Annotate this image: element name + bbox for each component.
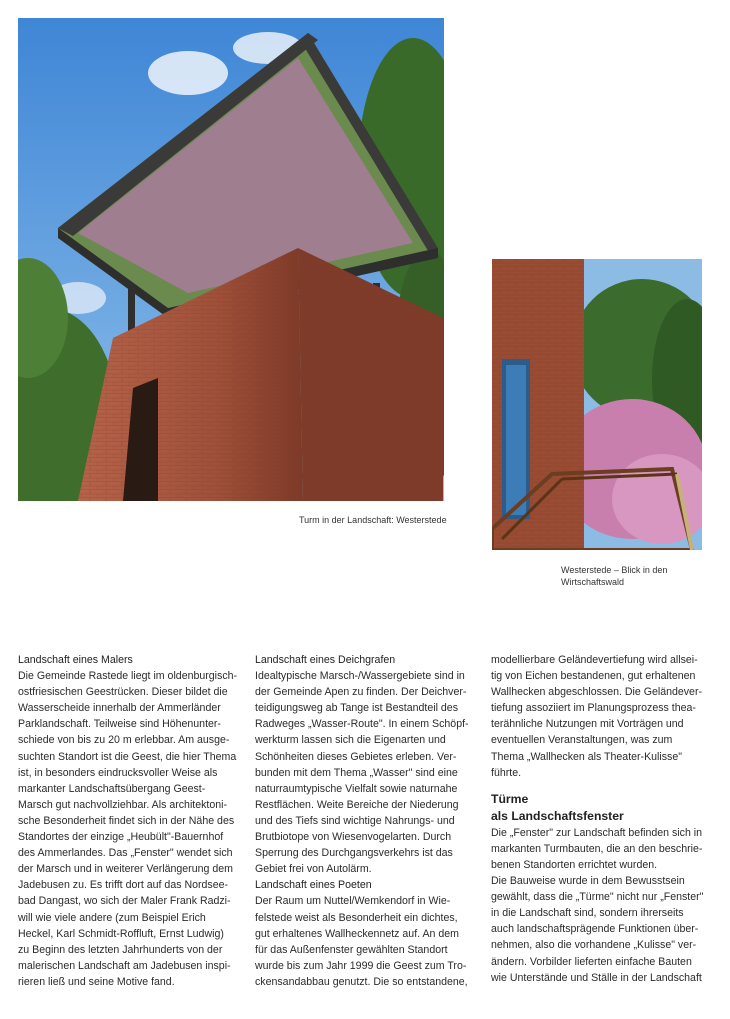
text-line: teidigungsweg ab Tange ist Bestandteil des bbox=[255, 702, 458, 715]
text-line: ostfriesischen Geestrücken. Dieser bildet die bbox=[18, 686, 228, 699]
text-column-1 bbox=[18, 652, 246, 990]
text-line: bad Dangast, wo sich der Maler Frank Radzi- bbox=[18, 895, 231, 908]
forest-caption bbox=[561, 564, 667, 588]
text-column-3 bbox=[491, 652, 723, 986]
text-line: Sperrung des Durchgangsverkehrs ist das bbox=[255, 847, 453, 860]
text-line: wurde bis zum Jahr 1999 die Geest zum Tro- bbox=[255, 959, 467, 972]
section-heading: Landschaft eines Poeten bbox=[255, 879, 372, 892]
forest-caption-line: Wirtschaftswald bbox=[561, 577, 625, 587]
text-line: werkturm lassen sich die Eigenarten und bbox=[255, 734, 446, 747]
text-line: Wasserscheide innerhalb der Ammerländer bbox=[18, 702, 221, 715]
text-line: Jadebusen zu. Es trifft dort auf das Nordsee- bbox=[18, 879, 229, 892]
text-line: und des Tiefs sind wichtige Nahrungs- und bbox=[255, 814, 455, 827]
text-line: eventuellen Veranstaltungen, was zum bbox=[491, 734, 673, 747]
text-line: Die Bauweise wurde in dem Bewusstsein bbox=[491, 875, 685, 888]
text-line: Marsch gut nachvollziehbar. Als architektoni- bbox=[18, 798, 228, 811]
text-line: naturraumtypische Vielfalt sowie naturnahe bbox=[255, 782, 458, 795]
text-line: gewählt, dass die „Türme" nicht nur „Fenster" bbox=[491, 891, 704, 904]
text-line: Standortes der einzige „Heubült"-Bauernhof bbox=[18, 831, 224, 844]
text-line: Wallhecken abgeschlossen. Die Geländever- bbox=[491, 686, 703, 699]
text-line: benen Standorten errichtet wurden. bbox=[491, 858, 658, 871]
section-heading: Landschaft eines Deichgrafen bbox=[255, 654, 396, 666]
text-line: führte. bbox=[491, 766, 522, 779]
text-column-2 bbox=[255, 652, 483, 990]
text-line: in die Landschaft sind, sondern ihrerseits bbox=[491, 907, 684, 920]
tower-photo bbox=[18, 18, 444, 501]
forest-image bbox=[492, 259, 702, 550]
text-line: Türme bbox=[491, 791, 529, 806]
text-line: Schönheiten dieses Gebietes erleben. Ver- bbox=[255, 750, 457, 763]
text-line: sche Besonderheit findet sich in der Nähe des bbox=[18, 814, 235, 827]
text-line: bunden mit dem Thema „Wasser" sind eine bbox=[255, 766, 458, 779]
text-line: des Ammerlandes. Das „Fenster" wendet sich bbox=[18, 847, 233, 860]
paragraph bbox=[255, 668, 483, 877]
chapter-heading bbox=[491, 791, 723, 825]
text-line: Idealtypische Marsch-/Wassergebiete sind in bbox=[255, 670, 465, 683]
text-line: Die „Fenster" zur Landschaft befinden sich in bbox=[491, 826, 703, 839]
text-line: nehmen, also die vorhandene „Kulisse" ver- bbox=[491, 939, 697, 952]
text-line: Restflächen. Weite Bereiche der Niederung bbox=[255, 798, 459, 811]
text-line: ist, in besonders eindrucksvoller Weise als bbox=[18, 766, 218, 779]
text-line: der Gemeinde Apen zu finden. Der Deichver- bbox=[255, 686, 467, 699]
text-line: Brutbiotope von Wiesenvogelarten. Durch bbox=[255, 831, 452, 844]
text-line: für das Außenfenster gewählten Standort bbox=[255, 943, 448, 956]
text-line: Parklandschaft. Teilweise sind Höhenunter- bbox=[18, 718, 221, 731]
text-line: der Marsch und in weiterer Verlängerung dem bbox=[18, 863, 233, 876]
text-line: Der Raum um Nuttel/Wemkendorf in Wie- bbox=[255, 895, 451, 908]
text-line: auch landschaftsprägende Funktionen über- bbox=[491, 923, 699, 936]
text-line: wie Unterstände und Ställe in der Landschaft bbox=[491, 971, 702, 984]
paragraph bbox=[491, 652, 723, 781]
text-line: zu Beginn des letzten Jahrhunderts von der bbox=[18, 943, 223, 956]
text-line: schiede von bis zu 20 m erlebbar. Am ausge- bbox=[18, 734, 230, 747]
text-line: modellierbare Geländevertiefung wird allsei- bbox=[491, 654, 698, 666]
tower-caption: Turm in der Landschaft: Westerstede bbox=[299, 515, 447, 525]
section-heading: Landschaft eines Malers bbox=[18, 654, 133, 666]
text-line: ändern. Vorbilder lieferten einfache Bauten bbox=[491, 955, 692, 968]
text-line: ckensandabbau genutzt. Die so entstandene, bbox=[255, 975, 468, 988]
text-line: felstede weist als Besonderheit ein dichtes, bbox=[255, 911, 458, 924]
text-line: tiefung assoziiert im Planungsprozess thea- bbox=[491, 702, 696, 715]
tower-image bbox=[18, 18, 444, 501]
text-line: als Landschaftsfenster bbox=[491, 808, 624, 823]
text-line: rieren ließ und seine Motive fand. bbox=[18, 975, 175, 988]
text-line: Heckel, Karl Schmidt-Roffluft, Ernst Ludwig) bbox=[18, 927, 224, 940]
forest-photo bbox=[492, 259, 702, 550]
forest-caption-line: Westerstede – Blick in den bbox=[561, 565, 668, 575]
paragraph bbox=[18, 668, 246, 990]
text-line: gut erhaltenes Wallheckennetz auf. An dem bbox=[255, 927, 459, 940]
text-line: will wie viele andere (zum Beispiel Erich bbox=[18, 911, 206, 924]
text-line: Die Gemeinde Rastede liegt im oldenburgisch- bbox=[18, 670, 238, 683]
text-line: terähnliche Nutzungen mit Vorträgen und bbox=[491, 718, 684, 731]
spacer bbox=[491, 781, 723, 791]
text-line: markanten Turmbauten, die an den beschrie- bbox=[491, 842, 703, 855]
text-line: Gebiet frei von Autolärm. bbox=[255, 863, 372, 876]
text-line: markanter Landschaftsübergang Geest- bbox=[18, 782, 206, 795]
text-line: malerischen Landschaft am Jadebusen inspi- bbox=[18, 959, 231, 972]
paragraph bbox=[255, 893, 483, 990]
text-line: Thema „Wallhecken als Theater-Kulisse" bbox=[491, 750, 682, 763]
text-line: suchten Standort ist die Geest, die hier Thema bbox=[18, 750, 237, 763]
text-line: tig von Eichen bestandenen, gut erhaltenen bbox=[491, 670, 696, 683]
paragraph bbox=[491, 825, 723, 986]
text-line: Radweges „Wasser-Route". In einem Schöpf- bbox=[255, 718, 469, 731]
